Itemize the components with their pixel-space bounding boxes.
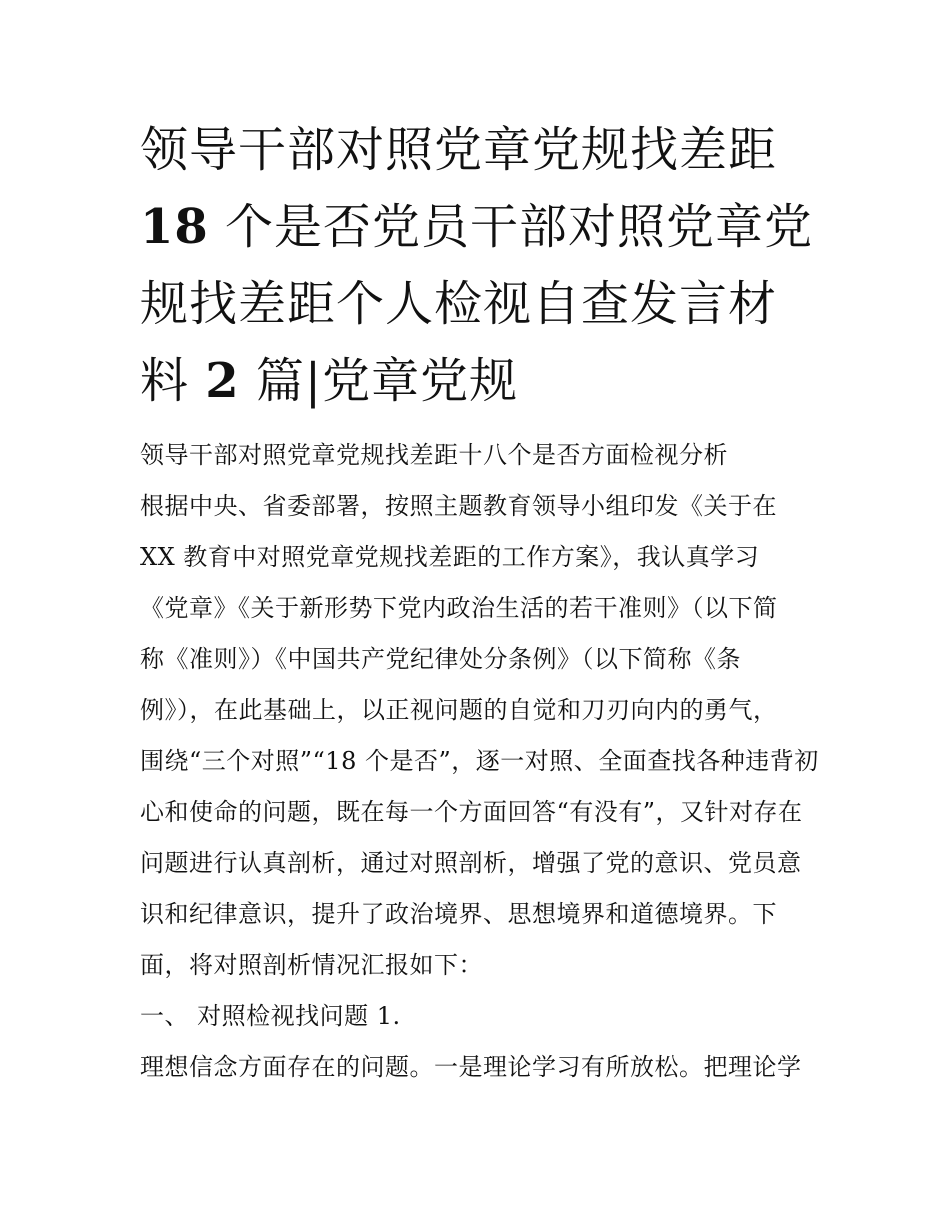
title-number-18: 18 [140,199,209,255]
section-heading-line: 一、 对照检视找问题 1. [140,1002,401,1030]
body-line: 问题进行认真剖析，通过对照剖析，增强了党的意识、党员意 [140,849,802,877]
body-line: 根据中央、省委部署，按照主题教育领导小组印发《关于在 [140,492,777,520]
body-line: 识和纪律意识，提升了政治境界、思想境界和道德境界。下 [140,900,777,928]
title-line-4: 料 2 篇|党章党规 [140,353,519,409]
title-line-3: 规找差距个人检视自查发言材 [140,276,778,332]
body-line: 《党章》《关于新形势下党内政治生活的若干准则》（以下简 [140,594,778,622]
document-body [140,430,820,1093]
body-line: 称《准则》）《中国共产党纪律处分条例》（以下简称《条 [140,645,741,673]
body-line: 理想信念方面存在的问题。一是理论学习有所放松。把理论学 [140,1053,802,1081]
body-line: 例》），在此基础上，以正视问题的自觉和刀刃向内的勇气， [140,696,778,724]
title-line-1: 领导干部对照党章党规找差距 [140,122,778,178]
title-number-2: 2 [205,353,240,409]
body-subtitle-line: 领导干部对照党章党规找差距十八个是否方面检视分析 [140,441,728,469]
body-line: 面，将对照剖析情况汇报如下： [140,951,483,979]
title-line-2: 18 个是否党员干部对照党章党 [140,199,814,255]
body-line: XX 教育中对照党章党规找差距的工作方案》，我认真学习 [140,543,760,571]
document-title [140,112,820,420]
body-line: 心和使命的问题，既在每一个方面回答“有没有”，又针对存在 [140,798,803,826]
body-line: 围绕“三个对照”“18 个是否”，逐一对照、全面查找各种违背初 [140,747,819,775]
